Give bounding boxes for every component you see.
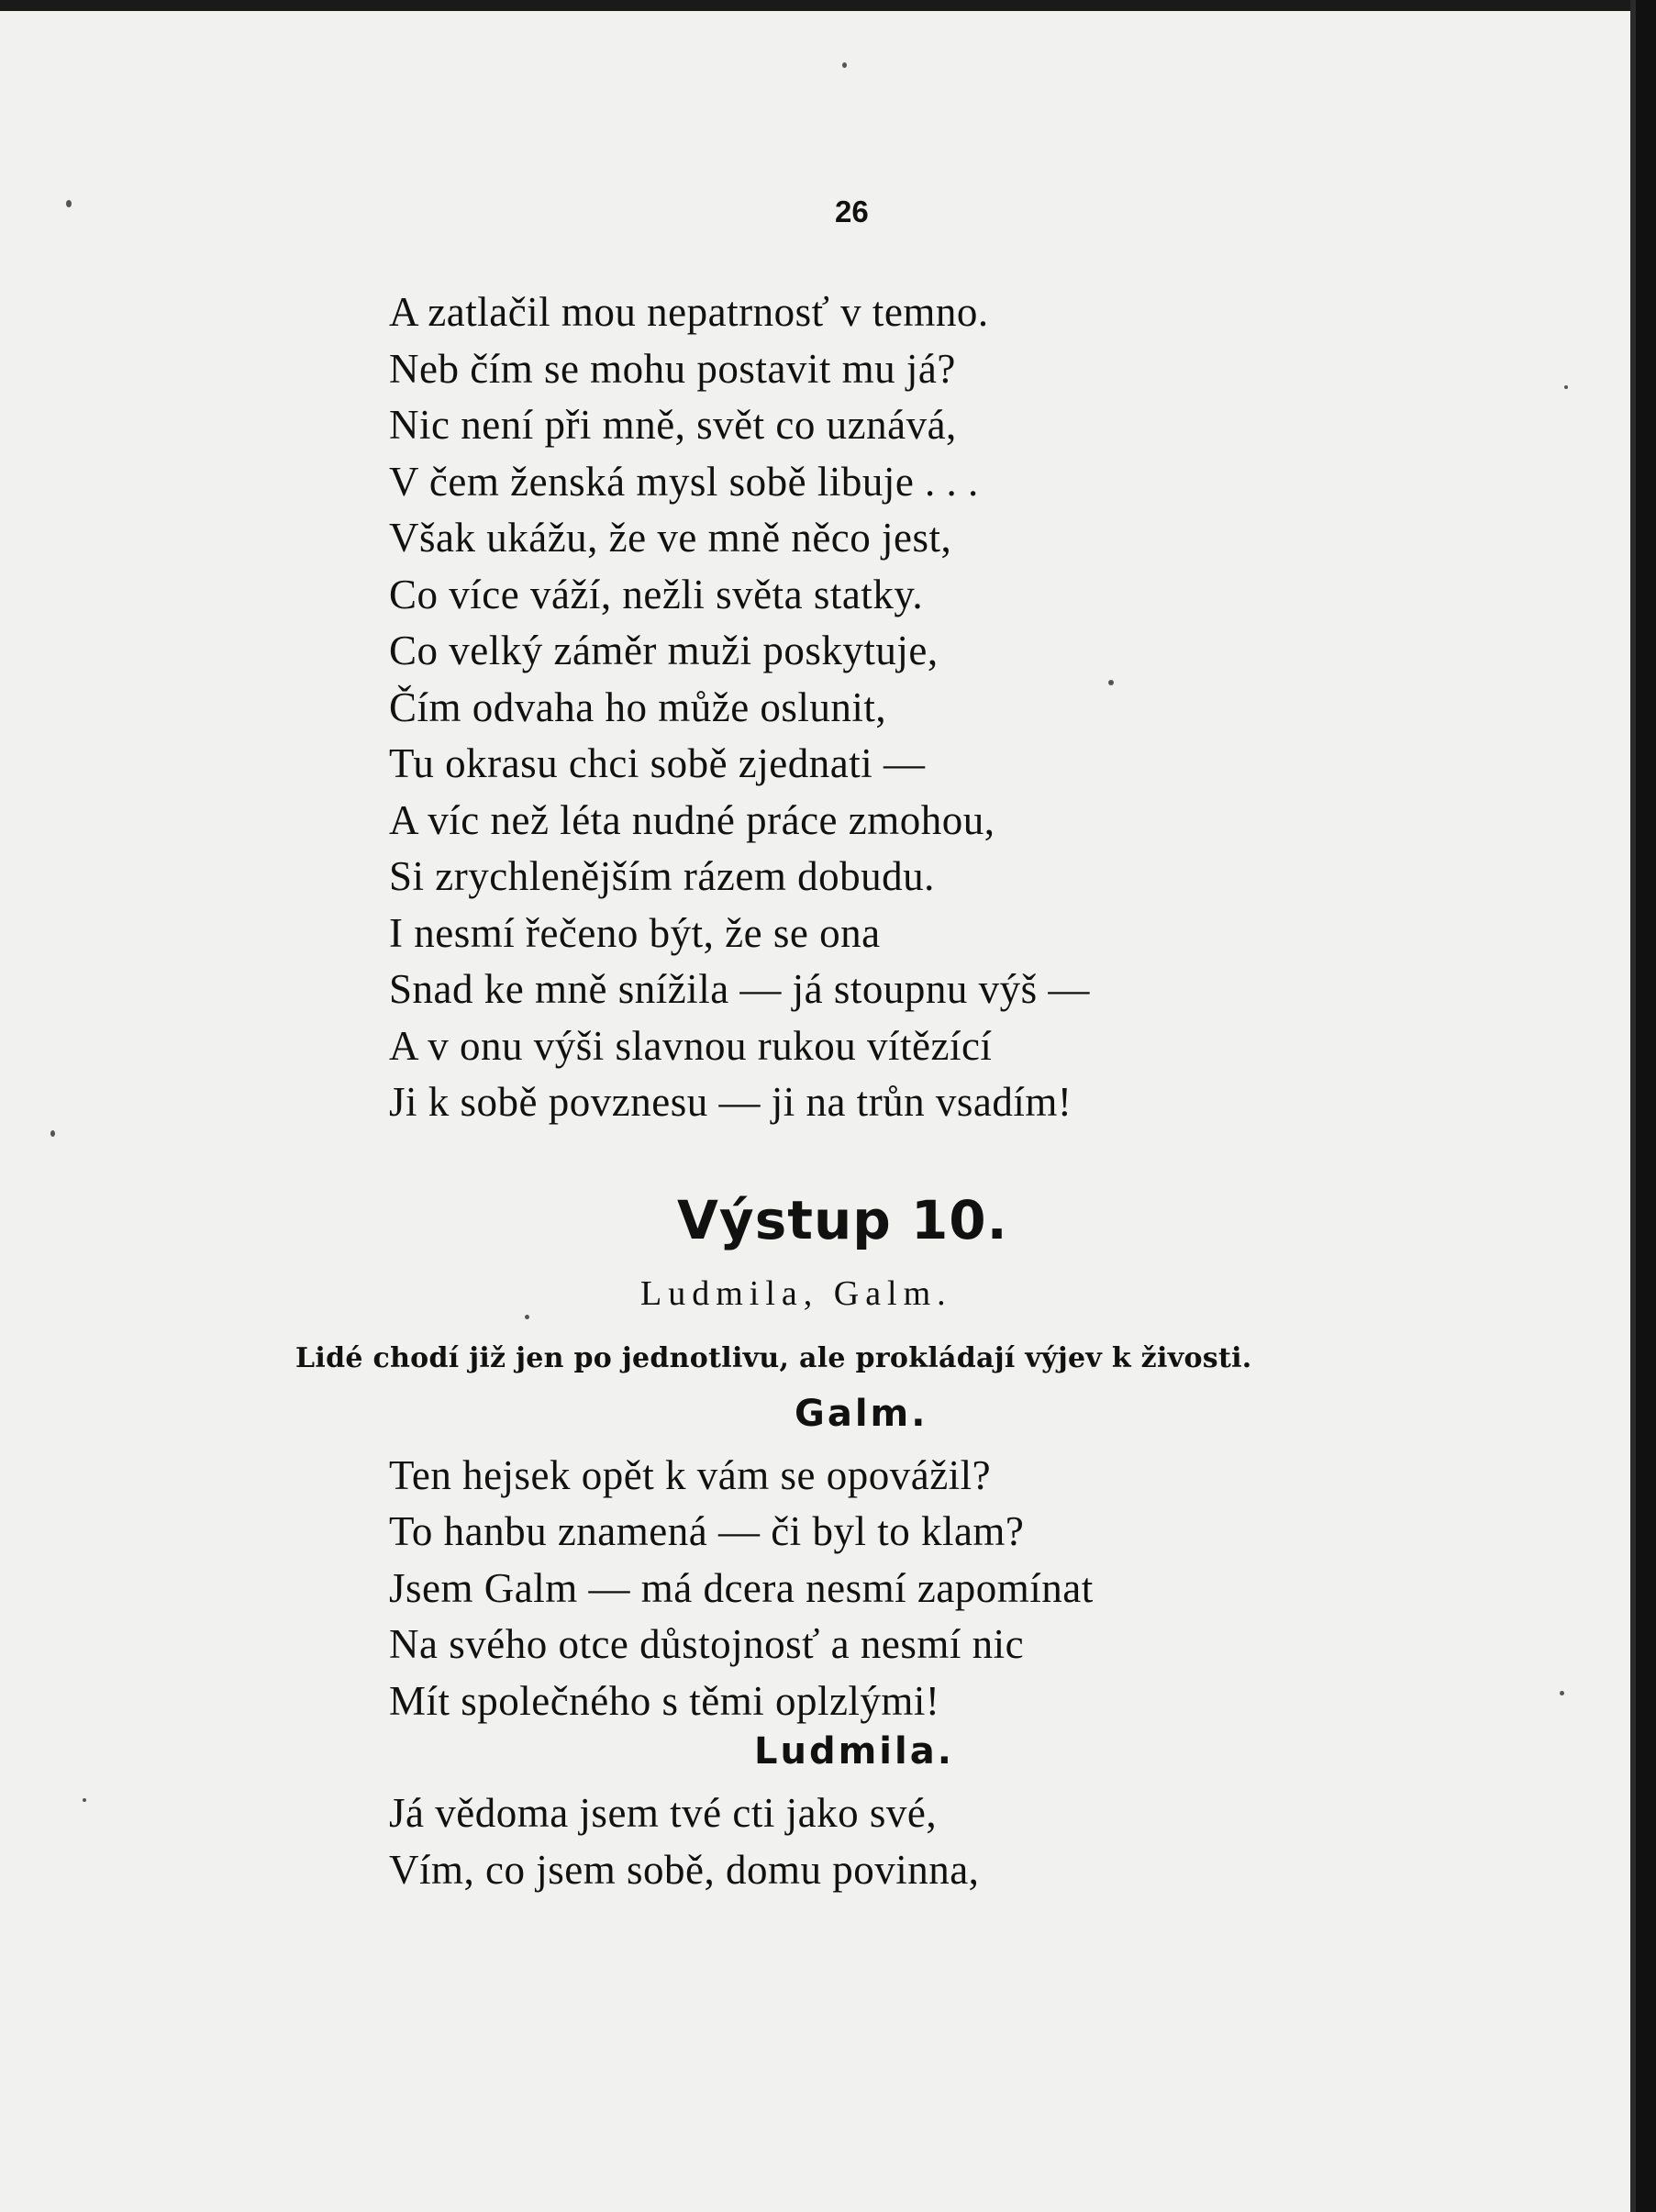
scene-characters: Ludmila, Galm.: [640, 1274, 952, 1313]
verse-line: Nic není při mně, svět co uznává,: [389, 402, 957, 448]
paper-speck: [1560, 1691, 1564, 1695]
verse-line: Si zrychlenějším rázem dobudu.: [389, 853, 935, 899]
stage-direction: Lidé chodí již jen po jednotlivu, ale prokládají výjev k živosti.: [295, 1342, 1252, 1374]
verse-line: Já vědoma jsem tvé cti jako své,: [389, 1790, 938, 1836]
verse-line: Vím, co jsem sobě, domu povinna,: [389, 1847, 980, 1893]
verse-line: Ji k sobě povznesu — ji na trůn vsadím!: [389, 1079, 1073, 1125]
speaker-name-galm: Galm.: [795, 1393, 928, 1435]
paper-speck: [842, 62, 847, 68]
verse-line: Mít společného s těmi oplzlými!: [389, 1678, 940, 1724]
verse-line: Však ukážu, že ve mně něco jest,: [389, 515, 952, 561]
scan-top-border: [0, 0, 1656, 11]
scene-heading: Výstup 10.: [677, 1189, 1008, 1251]
verse-line: Snad ke mně snížila — já stoupnu výš —: [389, 966, 1090, 1012]
verse-line: I nesmí řečeno být, že se ona: [389, 910, 881, 956]
verse-line: V čem ženská mysl sobě libuje . . .: [389, 459, 979, 505]
verse-line: Ten hejsek opět k vám se opovážil?: [389, 1452, 992, 1498]
verse-line: A zatlačil mou nepatrnosť v temno.: [389, 289, 989, 335]
page-number: 26: [835, 195, 869, 228]
paper-speck: [50, 1130, 55, 1137]
verse-line: Jsem Galm — má dcera nesmí zapomínat: [389, 1565, 1094, 1611]
verse-line: Tu okrasu chci sobě zjednati —: [389, 740, 926, 786]
paper-speck: [1564, 385, 1568, 389]
verse-line: Co velký záměr muži poskytuje,: [389, 628, 939, 673]
verse-line: Co více váží, nežli světa statky.: [389, 572, 924, 617]
verse-line: To hanbu znamená — či byl to klam?: [389, 1508, 1025, 1554]
verse-line: Neb čím se mohu postavit mu já?: [389, 346, 956, 392]
paper-speck: [83, 1798, 86, 1802]
scan-right-border: [1636, 0, 1656, 2212]
verse-line: Čím odvaha ho může oslunit,: [389, 684, 887, 730]
speaker-name-ludmila: Ludmila.: [754, 1730, 954, 1773]
paper-speck: [1108, 680, 1114, 685]
paper-speck: [525, 1315, 529, 1319]
verse-line: Na svého otce důstojnosť a nesmí nic: [389, 1621, 1025, 1667]
verse-line: A víc než léta nudné práce zmohou,: [389, 797, 995, 843]
paper-speck: [66, 200, 72, 207]
verse-line: A v onu výši slavnou rukou vítězící: [389, 1023, 993, 1069]
